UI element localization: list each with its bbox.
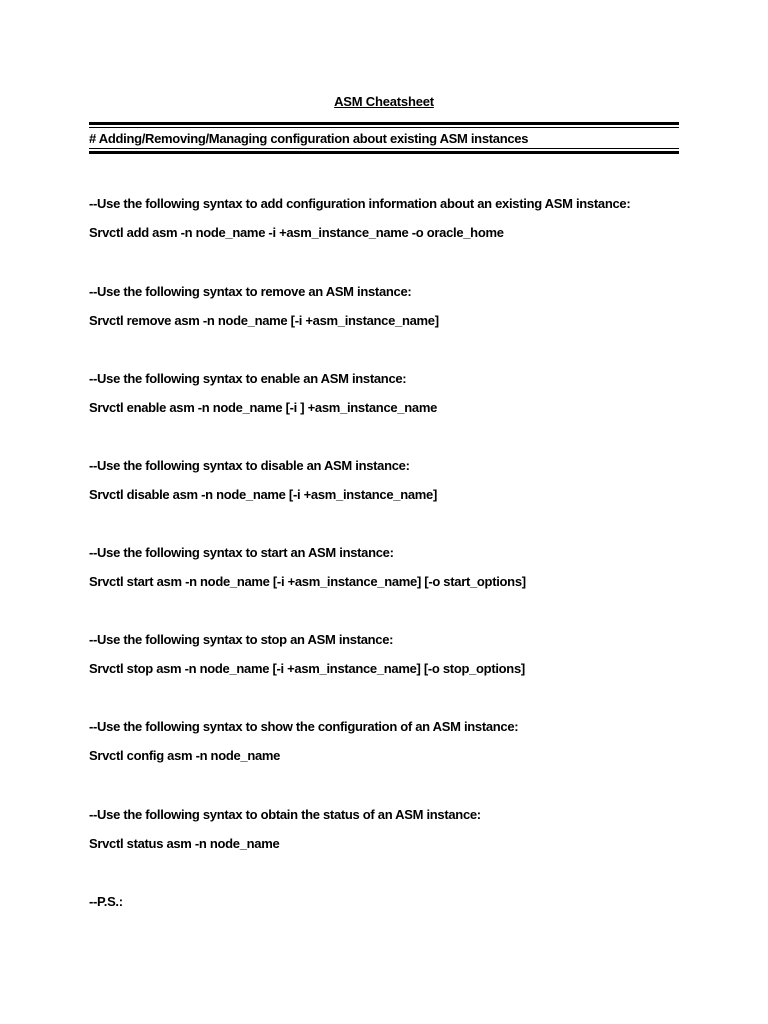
- entry-comment: --Use the following syntax to enable an ASM instance:: [89, 371, 407, 386]
- entry-config: [89, 719, 689, 764]
- entry-command: Srvctl status asm -n node_name: [89, 836, 280, 851]
- section-bottom-rule-thin: [89, 148, 679, 149]
- entry-comment: --Use the following syntax to stop an ASM instance:: [89, 632, 394, 647]
- entry-command: Srvctl disable asm -n node_name [-i +asm_instance_name]: [89, 487, 438, 502]
- entry-command: Srvctl add asm -n node_name -i +asm_instance_name -o oracle_home: [89, 225, 504, 240]
- entry-disable: [89, 458, 689, 503]
- entry-enable: [89, 371, 689, 416]
- entry-comment: --Use the following syntax to obtain the status of an ASM instance:: [89, 807, 481, 822]
- entry-status: [89, 807, 689, 852]
- section-header: [89, 122, 679, 154]
- entry-comment: --Use the following syntax to disable an ASM instance:: [89, 458, 410, 473]
- entry-command: Srvctl enable asm -n node_name [-i ] +asm_instance_name: [89, 400, 438, 415]
- entry-start: [89, 545, 689, 590]
- section-top-rule-thin: [89, 127, 679, 128]
- entry-comment: --Use the following syntax to show the configuration of an ASM instance:: [89, 719, 519, 734]
- page-title: ASM Cheatsheet: [334, 94, 434, 109]
- entry-comment: --Use the following syntax to remove an ASM instance:: [89, 284, 412, 299]
- entry-command: Srvctl remove asm -n node_name [-i +asm_instance_name]: [89, 313, 439, 328]
- entry-remove: [89, 284, 689, 329]
- entry-comment: --Use the following syntax to start an ASM instance:: [89, 545, 394, 560]
- entry-stop: [89, 632, 689, 677]
- section-bottom-rule-thick: [89, 151, 679, 154]
- entry-command: Srvctl config asm -n node_name: [89, 748, 281, 763]
- entry-comment: --Use the following syntax to add configuration information about an existing ASM instance:: [89, 196, 631, 211]
- section-top-rule-thick: [89, 122, 679, 125]
- entry-command: Srvctl start asm -n node_name [-i +asm_instance_name] [-o start_options]: [89, 574, 526, 589]
- entry-add: [89, 196, 689, 241]
- entry-command: Srvctl stop asm -n node_name [-i +asm_instance_name] [-o stop_options]: [89, 661, 525, 676]
- section-heading: # Adding/Removing/Managing configuration about existing ASM instances: [89, 131, 529, 146]
- ps-note: --P.S.:: [89, 894, 123, 909]
